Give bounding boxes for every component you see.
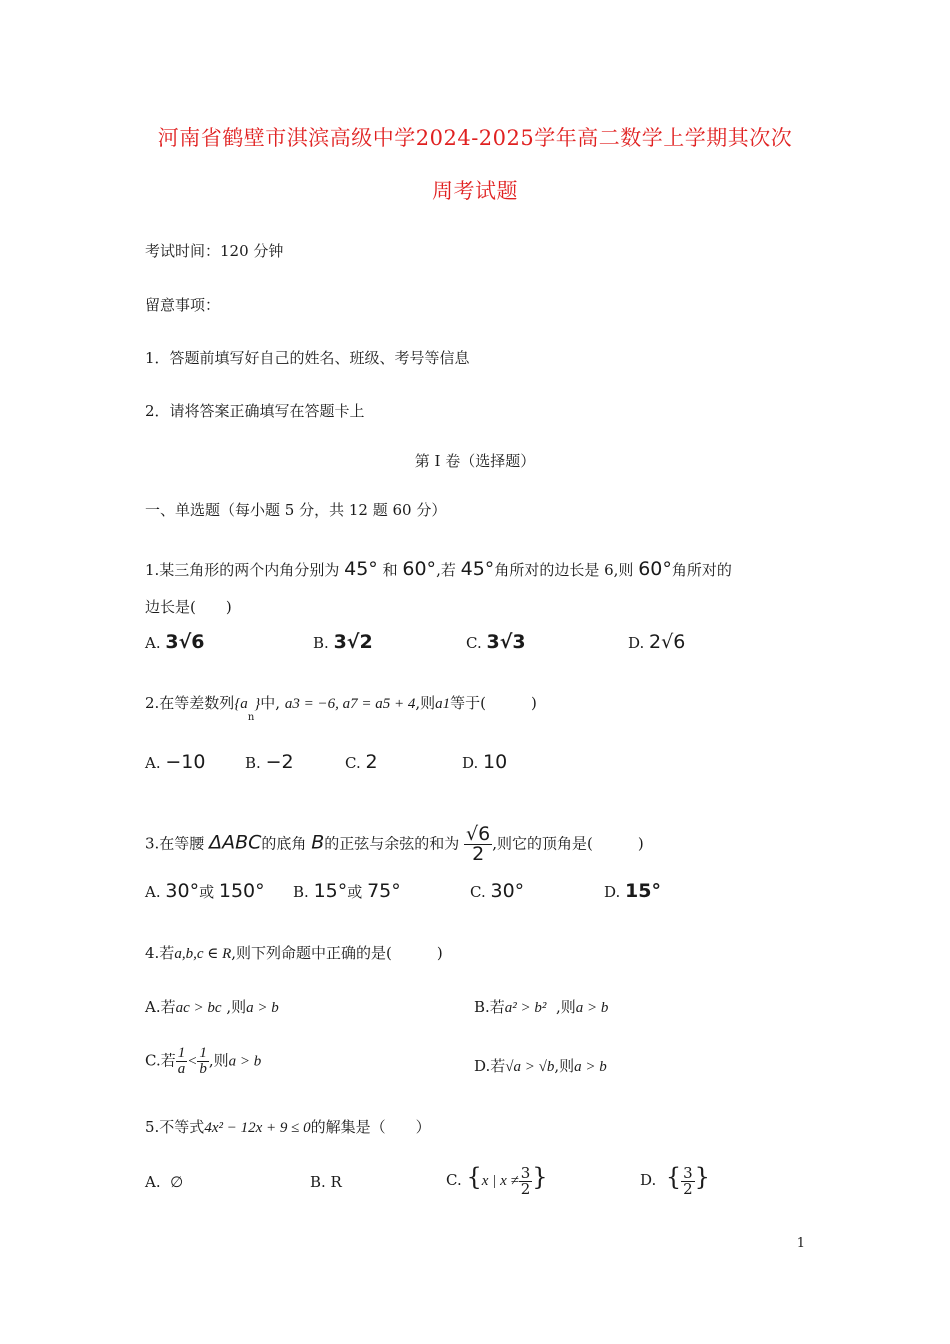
volume-heading: 第 I 卷（选择题） bbox=[414, 452, 536, 470]
q1-text: 角所对的边长是 6,则 bbox=[494, 561, 634, 579]
q4-text: 4.若 bbox=[145, 944, 175, 962]
q3-option-d bbox=[604, 880, 661, 902]
q1-text: 角所对的 bbox=[671, 561, 732, 579]
option-condition: ac > bc bbox=[175, 1000, 222, 1016]
title-line-2: 周考试题 bbox=[432, 179, 518, 203]
q1-angle-45b: 45° bbox=[460, 558, 495, 580]
option-then: ,则 bbox=[226, 998, 247, 1016]
q4-option-d bbox=[474, 1055, 607, 1076]
q2-text: 等于( ) bbox=[450, 694, 537, 712]
q3-option-a bbox=[145, 880, 265, 902]
q1-text-line2: 边长是( ) bbox=[145, 598, 232, 616]
q1-angle-60: 60° bbox=[402, 558, 437, 580]
q2-option-b bbox=[245, 751, 294, 773]
q4-option-c: C.若 $\frac{1}{a}$ < $\frac{1}{b}$ ,则a > b bbox=[145, 1045, 262, 1077]
q5-text: 5.不等式 bbox=[145, 1118, 205, 1136]
option-value: 15° bbox=[313, 880, 348, 902]
q5-option-d: D. { $\frac{3}{2}$ } bbox=[640, 1163, 710, 1198]
q3-angle-b: B bbox=[311, 831, 325, 854]
q2-text: 中, bbox=[260, 694, 281, 712]
option-label: D. bbox=[628, 634, 645, 652]
q2-option-d bbox=[462, 751, 507, 773]
q4-vars: a,b,c ∈ R bbox=[174, 946, 232, 962]
q3-option-b bbox=[293, 880, 401, 902]
note-2: 2．请将答案正确填写在答题卡上 bbox=[145, 402, 365, 420]
page-number: 1 bbox=[796, 1236, 805, 1251]
option-value: 3√6 bbox=[165, 631, 205, 653]
q3-text: 的正弦与余弦的和为 bbox=[324, 834, 460, 853]
q4-text: ,则下列命题中正确的是( ) bbox=[231, 944, 443, 962]
option-label: B. bbox=[245, 754, 261, 772]
option-label: B. bbox=[313, 634, 329, 652]
q2-option-c bbox=[345, 751, 378, 773]
option-value: −10 bbox=[165, 751, 206, 773]
option-value: ∅ bbox=[170, 1173, 184, 1191]
option-result: a > b bbox=[246, 1000, 279, 1016]
option-result: a > b bbox=[575, 1000, 609, 1016]
option-value: 2 bbox=[365, 751, 378, 773]
option-label: B.若 bbox=[474, 998, 505, 1016]
q3-fraction-den: 2 bbox=[472, 843, 485, 865]
q3-fraction-num: √6 bbox=[466, 823, 491, 845]
option-label: A. bbox=[145, 754, 161, 772]
option-or: 或 bbox=[347, 883, 363, 901]
section-heading: 一、单选题（每小题 5 分，共 12 题 60 分） bbox=[145, 501, 447, 519]
title-line-1: 河南省鹤壁市淇滨高级中学2024-2025学年高二数学上学期其次次 bbox=[157, 126, 793, 150]
option-value: 30° bbox=[490, 880, 525, 902]
option-value: x | x ≠ bbox=[481, 1173, 519, 1189]
notes-header: 留意事项： bbox=[145, 296, 221, 314]
option-label: D. bbox=[640, 1171, 657, 1189]
option-condition: a² > b² bbox=[504, 1000, 547, 1016]
q4-option-b bbox=[474, 996, 608, 1017]
option-label: A.若 bbox=[145, 998, 176, 1016]
q3-text: 的底角 bbox=[261, 834, 307, 853]
q3-fraction bbox=[464, 825, 492, 864]
q1-angle-60b: 60° bbox=[638, 558, 672, 580]
q5-option-b: B. R bbox=[310, 1173, 342, 1191]
q2-sequence-sub: n bbox=[247, 712, 255, 723]
q3-text: ,则它的顶角是( ) bbox=[492, 834, 644, 853]
option-label: A. bbox=[145, 1173, 161, 1191]
option-value: 2√6 bbox=[649, 631, 686, 653]
option-value: 3√3 bbox=[486, 631, 526, 653]
q5-option-c: C. {x | x ≠ $\frac{3}{2}$ } bbox=[446, 1163, 548, 1198]
question-4 bbox=[145, 942, 443, 963]
option-then: ,则 bbox=[554, 1057, 575, 1075]
q4-option-a bbox=[145, 996, 279, 1017]
option-value: 3√2 bbox=[333, 631, 373, 653]
option-condition: √a > √b bbox=[505, 1059, 555, 1075]
option-label: C. bbox=[446, 1171, 462, 1189]
option-label: D. bbox=[604, 883, 621, 901]
option-value: −2 bbox=[265, 751, 294, 773]
option-result: a > b bbox=[574, 1059, 607, 1075]
q3-text: 3.在等腰 bbox=[145, 834, 205, 853]
option-value: 30° bbox=[165, 880, 200, 902]
q1-option-a bbox=[145, 631, 205, 653]
option-result: a > b bbox=[228, 1053, 262, 1070]
q2-sequence-end: } bbox=[254, 696, 261, 712]
q3-triangle: ΔABC bbox=[209, 831, 262, 854]
frac-1-over-a: $\frac{1}{a}$ bbox=[177, 1045, 186, 1077]
question-3 bbox=[145, 825, 644, 864]
q2-sequence: {a bbox=[234, 696, 248, 712]
question-1 bbox=[145, 558, 732, 580]
question-2 bbox=[145, 692, 537, 723]
q2-text: 2.在等差数列 bbox=[145, 694, 235, 712]
q5-option-a bbox=[145, 1173, 183, 1191]
q3-option-c bbox=[470, 880, 524, 902]
q5-text: 的解集是（ ） bbox=[310, 1118, 431, 1136]
option-label: D. bbox=[462, 754, 479, 772]
option-label: C.若 bbox=[145, 1051, 176, 1070]
option-then: ,则 bbox=[555, 998, 576, 1016]
option-then: ,则 bbox=[208, 1051, 229, 1070]
q1-text: 和 bbox=[382, 561, 398, 579]
option-or: 或 bbox=[199, 883, 215, 901]
q5-inequality: 4x² − 12x + 9 ≤ 0 bbox=[204, 1120, 311, 1136]
option-label: A. bbox=[145, 634, 161, 652]
frac-1-over-b: $\frac{1}{b}$ bbox=[199, 1045, 207, 1077]
exam-time: 考试时间：120 分钟 bbox=[145, 242, 284, 260]
option-label: C. bbox=[466, 634, 482, 652]
option-value: 10 bbox=[483, 751, 508, 773]
option-label: A. bbox=[145, 883, 161, 901]
q1-text: 1.某三角形的两个内角分别为 bbox=[145, 561, 340, 579]
option-label: D.若 bbox=[474, 1057, 506, 1075]
note-1: 1．答题前填写好自己的姓名、班级、考号等信息 bbox=[145, 349, 470, 367]
q1-option-d bbox=[628, 631, 685, 653]
frac-3-over-2: $\frac{3}{2}$ bbox=[683, 1163, 693, 1198]
q1-text: ,若 bbox=[436, 561, 456, 579]
q2-a1: a1 bbox=[435, 696, 451, 712]
option-label: C. bbox=[470, 883, 486, 901]
question-5 bbox=[145, 1116, 431, 1137]
q2-condition: a3 = −6, a7 = a5 + 4 bbox=[284, 696, 416, 712]
option-value: 75° bbox=[367, 880, 401, 902]
option-label: B. bbox=[293, 883, 309, 901]
option-value: 15° bbox=[625, 880, 661, 902]
q2-text: ,则 bbox=[415, 694, 436, 712]
q1-option-b bbox=[313, 631, 373, 653]
q1-angle-45: 45° bbox=[344, 558, 378, 580]
frac-3-over-2: $\frac{3}{2}$ bbox=[520, 1163, 531, 1198]
q1-option-c bbox=[466, 631, 526, 653]
q2-option-a bbox=[145, 751, 206, 773]
option-label: C. bbox=[345, 754, 361, 772]
option-value: 150° bbox=[218, 880, 265, 902]
